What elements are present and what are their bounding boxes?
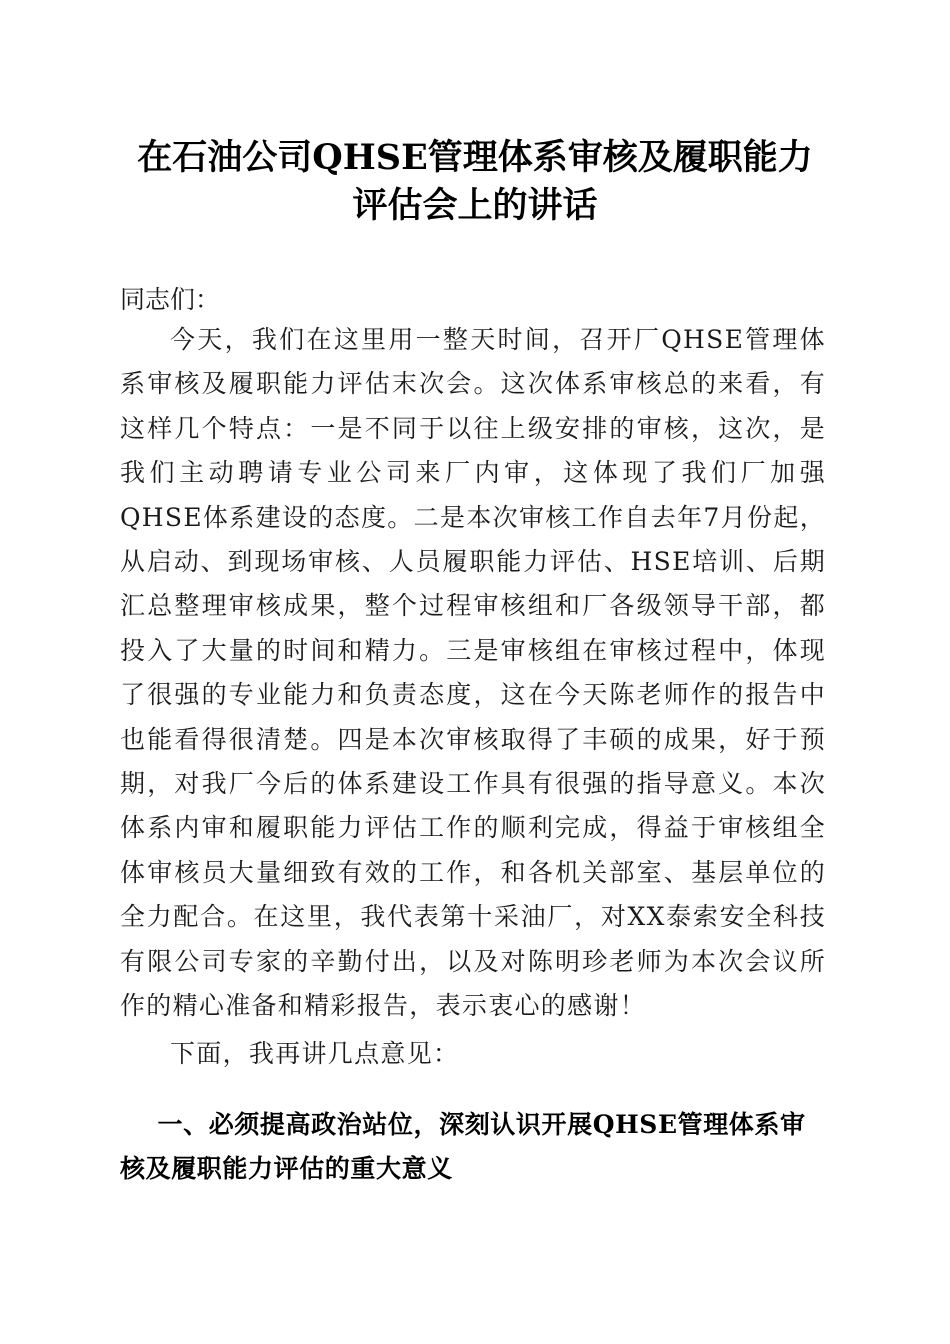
section-heading-1: 一、必须提高政治站位，深刻认识开展QHSE管理体系审核及履职能力评估的重大意义 — [120, 1110, 806, 1184]
salutation: 同志们： — [120, 285, 221, 314]
body-paragraph-2: 下面，我再讲几点意见： — [170, 1039, 460, 1068]
document-title-line-1: 在石油公司QHSE管理体系审核及履职能力 — [137, 137, 813, 178]
document-title-line-2: 评估会上的讲话 — [352, 185, 598, 226]
body-paragraph-1: 今天，我们在这里用一整天时间，召开厂QHSE管理体系审核及履职能力评估末次会。这次体系审核总的来看，有这样几个特点：一是不同于以往上级安排的审核，这次，是我们主动聘请专业公司来厂内审，这体现了我们厂加强QHSE体系建设的态度。二是本次审核工作自去年7月份起，从启动、到现场审核、人员履职能力评估、HSE培训、后期汇总整理审核成果，整个过程审核组和厂各级领导干部，都投入了大量的时间和精力。三是审核组在审核过程中，体现了很强的专业能力和负责态度，这在今天陈老师作的报告中也能看得很清楚。四是本次审核取得了丰硕的成果，好于预期，对我厂今后的体系建设工作具有很强的指导意义。本次体系内审和履职能力评估工作的顺利完成，得益于审核组全体审核员大量细致有效的工作，和各机关部室、基层单位的全力配合。在这里，我代表第十采油厂，对XX泰索安全科技有限公司专家的辛勤付出，以及对陈明珍老师为本次会议所作的精心准备和精彩报告，表示衷心的感谢！ — [120, 325, 826, 1021]
